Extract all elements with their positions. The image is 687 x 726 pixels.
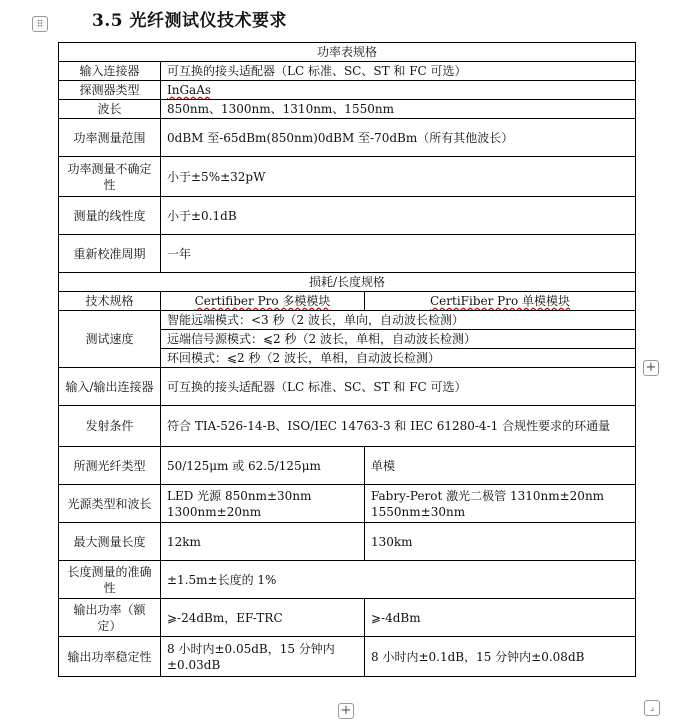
multimode-value: 50/125μm 或 62.5/125μm [161, 447, 365, 485]
add-column-icon[interactable]: + [643, 360, 659, 376]
table-row [59, 273, 636, 292]
speed-line: 环回模式：⩽2 秒（2 波长，单相，自动波长检测） [161, 349, 636, 368]
row-label: 输出功率稳定性 [59, 637, 161, 677]
row-label: 波长 [59, 100, 161, 119]
table-row [59, 368, 636, 406]
multimode-value: 12km [161, 523, 365, 561]
row-value: 可互换的接头适配器（LC 标准、SC、ST 和 FC 可选） [161, 368, 636, 406]
multimode-value: LED 光源 850nm±30nm 1300nm±20nm [161, 485, 365, 523]
table-row [59, 62, 636, 81]
table-row [59, 599, 636, 637]
row-label: 重新校准周期 [59, 235, 161, 273]
row-value: 符合 TIA-526-14-B、ISO/IEC 14763-3 和 IEC 61280-4-1 合规性要求的环通量 [161, 406, 636, 447]
row-label: 所测光纤类型 [59, 447, 161, 485]
row-label: 输入/输出连接器 [59, 368, 161, 406]
row-label: 功率测量不确定性 [59, 157, 161, 197]
table-row [59, 637, 636, 677]
table-row [59, 292, 636, 311]
singlemode-value: 单模 [365, 447, 636, 485]
row-label: 探测器类型 [59, 81, 161, 100]
row-label: 测量的线性度 [59, 197, 161, 235]
row-label: 输入连接器 [59, 62, 161, 81]
row-label: 功率测量范围 [59, 119, 161, 157]
row-label: 最大测量长度 [59, 523, 161, 561]
row-label: 发射条件 [59, 406, 161, 447]
multimode-header [161, 292, 365, 311]
row-value: 可互换的接头适配器（LC 标准、SC、ST 和 FC 可选） [161, 62, 636, 81]
table-row [59, 197, 636, 235]
row-label: 测试速度 [59, 311, 161, 368]
table-row [59, 311, 636, 330]
loss-section-title: 损耗/长度规格 [59, 273, 636, 292]
row-label: 长度测量的准确性 [59, 561, 161, 599]
row-value: 0dBM 至-65dBm(850nm)0dBM 至-70dBm（所有其他波长） [161, 119, 636, 157]
table-row [59, 561, 636, 599]
speed-line: 远端信号源模式：⩽2 秒（2 波长，单相，自动波长检测） [161, 330, 636, 349]
multimode-value: 8 小时内±0.05dB，15 分钟内±0.03dB [161, 637, 365, 677]
table-row [59, 119, 636, 157]
detector-type-value: InGaAs [167, 83, 212, 97]
row-value [161, 81, 636, 100]
row-label: 输出功率（额定） [59, 599, 161, 637]
table-row [59, 81, 636, 100]
section-heading: 3.5 光纤测试仪技术要求 [92, 11, 287, 31]
singlemode-value: 130km [365, 523, 636, 561]
singlemode-header-text: CertiFiber Pro 单模模块 [430, 294, 571, 308]
table-row [59, 523, 636, 561]
row-label: 光源类型和波长 [59, 485, 161, 523]
resize-handle-icon[interactable]: ⌟ [644, 700, 660, 716]
table-row [59, 43, 636, 62]
table-row [59, 100, 636, 119]
row-label: 技术规格 [59, 292, 161, 311]
singlemode-value: ⩾-4dBm [365, 599, 636, 637]
speed-line: 智能远端模式：<3 秒（2 波长，单向，自动波长检测） [161, 311, 636, 330]
spec-table [58, 42, 636, 677]
row-value: 一年 [161, 235, 636, 273]
row-value: 小于±5%±32pW [161, 157, 636, 197]
row-value: 小于±0.1dB [161, 197, 636, 235]
table-row [59, 485, 636, 523]
singlemode-header [365, 292, 636, 311]
multimode-value: ⩾-24dBm，EF-TRC [161, 599, 365, 637]
row-value: 850nm、1300nm、1310nm、1550nm [161, 100, 636, 119]
add-row-icon[interactable]: + [338, 703, 354, 719]
table-row [59, 406, 636, 447]
table-row [59, 447, 636, 485]
row-value: ±1.5m±长度的 1% [161, 561, 636, 599]
singlemode-value: 8 小时内±0.1dB，15 分钟内±0.08dB [365, 637, 636, 677]
table-move-handle-icon[interactable]: ⠿ [32, 16, 48, 32]
table-row [59, 157, 636, 197]
power-section-title: 功率表规格 [59, 43, 636, 62]
singlemode-value: Fabry-Perot 激光二极管 1310nm±20nm 1550nm±30nm [365, 485, 636, 523]
table-row [59, 235, 636, 273]
multimode-header-text: Certifiber Pro 多模模块 [194, 294, 331, 308]
